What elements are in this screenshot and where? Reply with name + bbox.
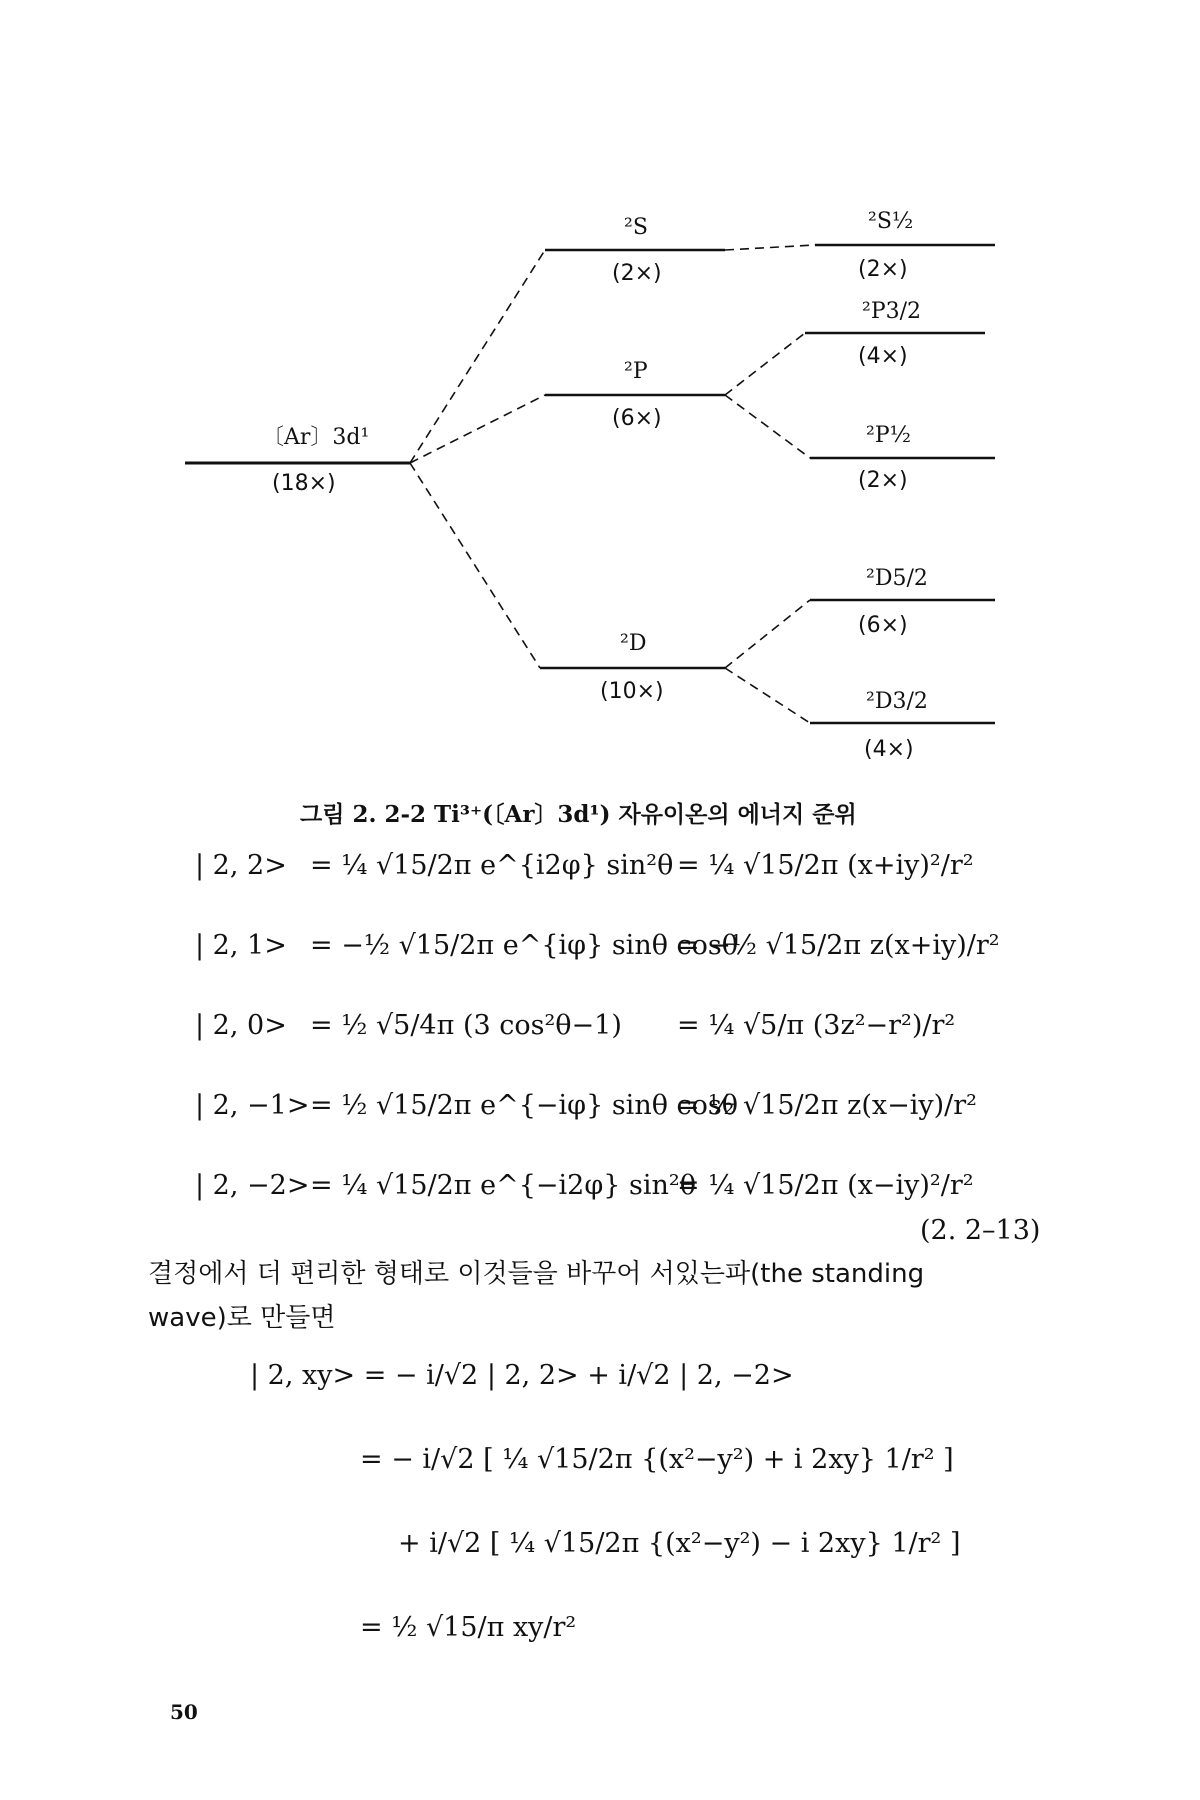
eq-mid: = ¼ √15/2π e^{−i2φ} sin²θ <box>310 1170 696 1201</box>
ket: | 2, −1> <box>195 1090 310 1121</box>
equation-number: (2. 2–13) <box>920 1215 1041 1246</box>
ket: | 2, 2> <box>195 850 287 881</box>
body-paragraph <box>148 1252 1048 1340</box>
term-2P: ²P <box>624 359 648 384</box>
level-connectors <box>410 245 815 723</box>
paragraph-line: 결정에서 더 편리한 형태로 이것들을 바꾸어 서있는파(the standing <box>148 1259 925 1289</box>
figure-caption: 그림 2. 2-2 Ti³⁺(〔Ar〕3d¹) 자유이온의 에너지 준위 <box>300 801 857 828</box>
term-2P12: ²P½ <box>866 423 911 448</box>
eq-mid: = ½ √15/2π e^{−iφ} sinθ cosθ <box>310 1090 739 1121</box>
term-2D: ²D <box>620 631 647 656</box>
ket: | 2, 1> <box>195 930 287 961</box>
deg-ground: (18×) <box>272 471 336 496</box>
eq-right: = ¼ √5/π (3z²−r²)/r² <box>677 1010 956 1041</box>
term-2P32: ²P3/2 <box>862 299 922 324</box>
deg-2P: (6×) <box>612 406 662 431</box>
deg-2P12: (2×) <box>858 468 908 493</box>
eq-mid: = ½ √5/4π (3 cos²θ−1) <box>310 1010 622 1041</box>
deg-2D52: (6×) <box>858 613 908 638</box>
term-ground: 〔Ar〕3d¹ <box>262 425 370 450</box>
eq-right: = −½ √15/2π z(x+iy)/r² <box>677 930 1000 961</box>
derivation-line: | 2, xy> = − i/√2 | 2, 2> + i/√2 | 2, −2> <box>250 1360 794 1391</box>
deg-2S12: (2×) <box>858 257 908 282</box>
term-2D52: ²D5/2 <box>866 566 928 591</box>
eq-right: = ¼ √15/2π (x+iy)²/r² <box>677 850 974 881</box>
eq-mid: = ¼ √15/2π e^{i2φ} sin²θ <box>310 850 674 881</box>
eq-right: = ¼ √15/2π (x−iy)²/r² <box>677 1170 974 1201</box>
eq-right: = ½ √15/2π z(x−iy)/r² <box>677 1090 977 1121</box>
derivation-line: = ½ √15/π xy/r² <box>360 1612 577 1643</box>
deg-2D: (10×) <box>600 679 664 704</box>
ket: | 2, −2> <box>195 1170 310 1201</box>
eq-mid: = −½ √15/2π e^{iφ} sinθ cosθ <box>310 930 739 961</box>
deg-2D32: (4×) <box>864 737 914 762</box>
ket: | 2, 0> <box>195 1010 287 1041</box>
term-2S12: ²S½ <box>868 209 914 234</box>
derivation-line: = − i/√2 [ ¼ √15/2π {(x²−y²) + i 2xy} 1/r² ] <box>360 1444 954 1475</box>
deg-2P32: (4×) <box>858 344 908 369</box>
term-2S: ²S <box>624 215 648 240</box>
derivation-line: + i/√2 [ ¼ √15/2π {(x²−y²) − i 2xy} 1/r² ] <box>398 1528 961 1559</box>
energy-level-diagram <box>0 0 1200 780</box>
paragraph-line: wave)로 만들면 <box>148 1303 336 1333</box>
term-2D32: ²D3/2 <box>866 689 928 714</box>
page-number: 50 <box>170 1700 198 1724</box>
deg-2S: (2×) <box>612 261 662 286</box>
